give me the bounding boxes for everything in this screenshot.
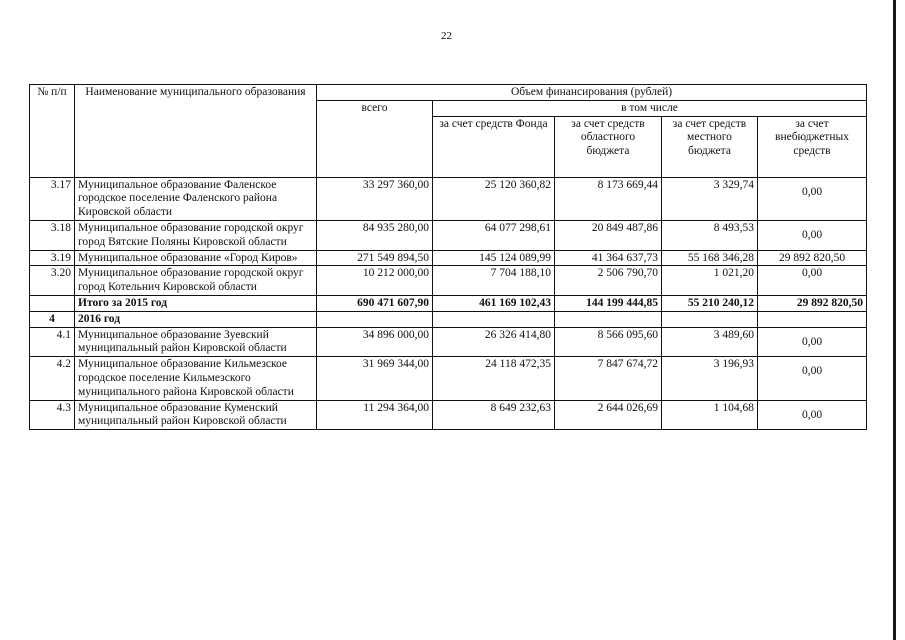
row-number: 3.19 xyxy=(30,250,75,266)
row-total: 84 935 280,00 xyxy=(317,220,433,250)
table-row xyxy=(30,400,867,430)
section-empty xyxy=(317,311,433,327)
row-extra: 0,00 xyxy=(758,266,867,296)
row-regional: 8 566 095,60 xyxy=(555,327,662,357)
table-row xyxy=(30,177,867,220)
header-row-1 xyxy=(30,85,867,101)
header-fund: за счет средств Фонда xyxy=(433,116,555,177)
row-local: 3 329,74 xyxy=(662,177,758,220)
row-number: 4.3 xyxy=(30,400,75,430)
header-local: за счет средств местного бюджета xyxy=(662,116,758,177)
row-regional: 20 849 487,86 xyxy=(555,220,662,250)
row-extra: 0,00 xyxy=(758,357,867,400)
row-regional: 2 644 026,69 xyxy=(555,400,662,430)
header-volume: Объем финансирования (рублей) xyxy=(317,85,867,101)
financing-table xyxy=(29,84,867,430)
row-fund: 25 120 360,82 xyxy=(433,177,555,220)
section-empty xyxy=(555,311,662,327)
row-local: 3 196,93 xyxy=(662,357,758,400)
row-name: Муниципальное образование Зуевский муниципальный район Кировской области xyxy=(75,327,317,357)
section-empty xyxy=(433,311,555,327)
row-number: 3.20 xyxy=(30,266,75,296)
row-local: 3 489,60 xyxy=(662,327,758,357)
row-name: Муниципальное образование Кильмезское городское поселение Кильмезского муниципального района Кировской области xyxy=(75,357,317,400)
section-label: 2016 год xyxy=(75,311,317,327)
header-name: Наименование муниципального образования xyxy=(75,85,317,178)
table-row xyxy=(30,250,867,266)
header-total: всего xyxy=(317,100,433,177)
row-name: Муниципальное образование Фаленское городское поселение Фаленского района Кировской области xyxy=(75,177,317,220)
section-row-2016 xyxy=(30,311,867,327)
section-no: 4 xyxy=(30,311,75,327)
total-extra: 29 892 820,50 xyxy=(758,295,867,311)
row-total: 34 896 000,00 xyxy=(317,327,433,357)
row-name: Муниципальное образование «Город Киров» xyxy=(75,250,317,266)
row-number: 3.18 xyxy=(30,220,75,250)
row-total: 10 212 000,00 xyxy=(317,266,433,296)
table-row xyxy=(30,220,867,250)
row-fund: 145 124 089,99 xyxy=(433,250,555,266)
row-fund: 7 704 188,10 xyxy=(433,266,555,296)
row-fund: 26 326 414,80 xyxy=(433,327,555,357)
header-regional: за счет средств областного бюджета xyxy=(555,116,662,177)
row-total: 33 297 360,00 xyxy=(317,177,433,220)
row-extra: 0,00 xyxy=(758,327,867,357)
row-fund: 8 649 232,63 xyxy=(433,400,555,430)
row-name: Муниципальное образование городской округ город Котельнич Кировской области xyxy=(75,266,317,296)
row-regional: 7 847 674,72 xyxy=(555,357,662,400)
row-regional: 41 364 637,73 xyxy=(555,250,662,266)
total-local: 55 210 240,12 xyxy=(662,295,758,311)
row-extra: 0,00 xyxy=(758,177,867,220)
row-number: 4.1 xyxy=(30,327,75,357)
scan-edge xyxy=(893,0,896,640)
row-fund: 24 118 472,35 xyxy=(433,357,555,400)
section-empty xyxy=(758,311,867,327)
total-row-2015 xyxy=(30,295,867,311)
header-extra: за счет внебюджетных средств xyxy=(758,116,867,177)
row-local: 1 104,68 xyxy=(662,400,758,430)
row-regional: 2 506 790,70 xyxy=(555,266,662,296)
row-number: 4.2 xyxy=(30,357,75,400)
header-no: № п/п xyxy=(30,85,75,178)
total-no xyxy=(30,295,75,311)
row-local: 1 021,20 xyxy=(662,266,758,296)
total-label: Итого за 2015 год xyxy=(75,295,317,311)
row-local: 8 493,53 xyxy=(662,220,758,250)
row-extra: 0,00 xyxy=(758,220,867,250)
row-name: Муниципальное образование Куменский муниципальный район Кировской области xyxy=(75,400,317,430)
row-name: Муниципальное образование городской округ город Вятские Поляны Кировской области xyxy=(75,220,317,250)
section-empty xyxy=(662,311,758,327)
total-total: 690 471 607,90 xyxy=(317,295,433,311)
row-total: 31 969 344,00 xyxy=(317,357,433,400)
row-regional: 8 173 669,44 xyxy=(555,177,662,220)
table-row xyxy=(30,266,867,296)
table-row xyxy=(30,327,867,357)
page-number: 22 xyxy=(441,30,452,42)
total-regional: 144 199 444,85 xyxy=(555,295,662,311)
row-extra: 29 892 820,50 xyxy=(758,250,867,266)
row-extra: 0,00 xyxy=(758,400,867,430)
total-fund: 461 169 102,43 xyxy=(433,295,555,311)
row-local: 55 168 346,28 xyxy=(662,250,758,266)
row-number: 3.17 xyxy=(30,177,75,220)
row-fund: 64 077 298,61 xyxy=(433,220,555,250)
header-including: в том числе xyxy=(433,100,867,116)
row-total: 271 549 894,50 xyxy=(317,250,433,266)
table-row xyxy=(30,357,867,400)
row-total: 11 294 364,00 xyxy=(317,400,433,430)
